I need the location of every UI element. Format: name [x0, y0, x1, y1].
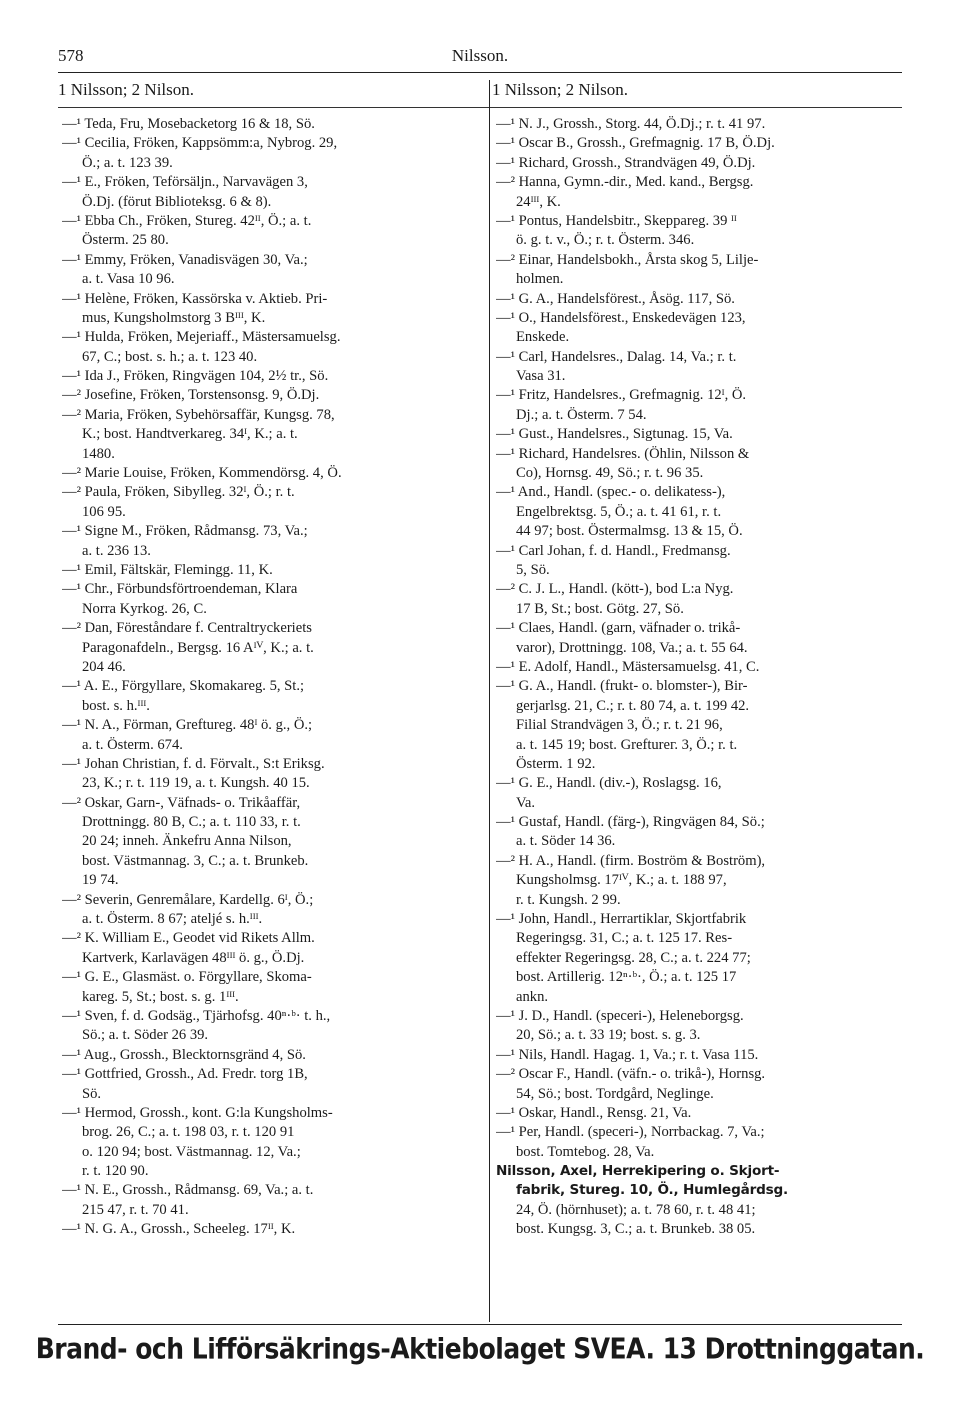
entry-line: 24, Ö. (hörnhuset); a. t. 78 60, r. t. 48 41;: [516, 1201, 756, 1218]
entry-line: ankn.: [516, 988, 549, 1005]
entry-line: varor), Drottningg. 108, Va.; a. t. 55 64.: [516, 639, 748, 656]
entry-line: Sö.: [82, 1085, 102, 1102]
column-divider: [489, 80, 490, 1322]
entry-line: —¹ Fritz, Handelsres., Grefmagnig. 12ᴵ, Ö.: [496, 387, 747, 404]
entry-line: —¹ N. J., Grossh., Storg. 44, Ö.Dj.; r. t. 41 97.: [496, 116, 766, 132]
entry-line: —¹ E. Adolf, Handl., Mästersamuelsg. 41, C.: [496, 658, 760, 675]
entry-line: —² C. J. L., Handl. (kött-), bod L:a Nyg.: [496, 581, 734, 598]
entry-line: Enskede.: [516, 329, 570, 346]
entry-line: —² Josefine, Fröken, Torstensonsg. 9, Ö.Dj.: [62, 387, 320, 404]
entry-line: Regeringsg. 31, C.; a. t. 125 17. Res-: [516, 930, 733, 947]
entry-line: a. t. Österm. 674.: [82, 736, 183, 753]
entry-line: 23, K.; r. t. 119 19, a. t. Kungsh. 40 15.: [82, 775, 310, 792]
entry-line: —¹ John, Handl., Herrartiklar, Skjortfabrik: [496, 911, 747, 928]
entry-line: ö. g. t. v., Ö.; r. t. Österm. 346.: [516, 232, 695, 249]
entry-line: —¹ Emil, Fältskär, Flemingg. 11, K.: [62, 561, 273, 578]
entry-line: 67, C.; bost. s. h.; a. t. 123 40.: [82, 348, 258, 365]
left-column: [62, 115, 486, 1240]
entry-line: —² K. William E., Geodet vid Rikets Allm.: [62, 930, 315, 947]
entry-line: Va.: [516, 794, 536, 811]
entry-line: —¹ Oskar, Handl., Rensg. 21, Va.: [496, 1104, 692, 1121]
entry-line: —¹ Oscar B., Grossh., Grefmagnig. 17 B, Ö.Dj.: [496, 135, 775, 152]
entry-line: —¹ Sven, f. d. Godsäg., Tjärhofsg. 40ⁿ·ᵇ· t. h.,: [62, 1007, 331, 1024]
entry-line: —¹ Gottfried, Grossh., Ad. Fredr. torg 1B,: [62, 1066, 308, 1083]
entry-line: —² Einar, Handelsbokh., Årsta skog 5, Lilje-: [496, 251, 759, 268]
entry-line: —¹ Cecilia, Fröken, Kappsömm:a, Nybrog. 29,: [62, 135, 338, 152]
entry-line: —¹ A. E., Förgyllare, Skomakareg. 5, St.;: [62, 678, 305, 695]
entry-line: 215 47, r. t. 70 41.: [82, 1201, 189, 1218]
entry-line: 17 B, St.; bost. Götg. 27, Sö.: [516, 600, 684, 617]
entry-line: Österm. 25 80.: [82, 232, 169, 249]
entry-line: K.; bost. Handtverkareg. 34ᴵ, K.; a. t.: [82, 426, 298, 443]
entry-line: —¹ Carl Johan, f. d. Handl., Fredmansg.: [496, 542, 731, 559]
entry-line: —² Paula, Fröken, Sibylleg. 32ᴵ, Ö.; r. t.: [62, 484, 295, 501]
entry-line: —¹ N. E., Grossh., Rådmansg. 69, Va.; a. t.: [62, 1182, 314, 1199]
entry-line: —² Severin, Genremålare, Kardellg. 6ᴵ, Ö.;: [62, 891, 314, 908]
entry-line: brog. 26, C.; a. t. 198 03, r. t. 120 91: [82, 1124, 295, 1141]
top-rule: [58, 72, 902, 73]
entry-line: —² Maria, Fröken, Sybehörsaffär, Kungsg. 78,: [62, 406, 335, 423]
entry-line: —¹ Ida J., Fröken, Ringvägen 104, 2½ tr., Sö.: [62, 368, 329, 385]
entry-line: bost. Artillerig. 12ⁿ·ᵇ·, Ö.; a. t. 125 17: [516, 969, 737, 986]
entry-line: —¹ G. E., Handl. (div.-), Roslagsg. 16,: [496, 775, 722, 792]
entry-line: —¹ Aug., Grossh., Blecktornsgränd 4, Sö.: [62, 1046, 306, 1063]
entry-line: —¹ Richard, Handelsres. (Öhlin, Nilsson &: [496, 445, 750, 462]
entry-line: —¹ N. G. A., Grossh., Scheeleg. 17ᴵᴵ, K.: [62, 1221, 296, 1238]
entry-line: mus, Kungsholmstorg 3 Bᴵᴵᴵ, K.: [82, 309, 266, 326]
entry-line: Dj.; a. t. Österm. 7 54.: [516, 406, 647, 423]
entry-line: —¹ Carl, Handelsres., Dalag. 14, Va.; r. t.: [496, 348, 737, 365]
entry-line: —¹ Helène, Fröken, Kassörska v. Aktieb. Pri-: [62, 290, 328, 307]
entry-line: Kartverk, Karlavägen 48ᴵᴵᴵ ö. g., Ö.Dj.: [82, 949, 305, 966]
entry-line: —¹ E., Fröken, Teförsäljn., Narvavägen 3,: [62, 174, 308, 191]
entry-line: —¹ Signe M., Fröken, Rådmansg. 73, Va.;: [62, 523, 308, 540]
entry-line: Filial Strandvägen 3, Ö.; r. t. 21 96,: [516, 717, 723, 734]
entry-line: —² H. A., Handl. (firm. Boström & Boström),: [496, 852, 766, 869]
entry-line: a. t. 145 19; bost. Grefturег. 3, Ö.; r. t.: [516, 736, 738, 753]
entry-line: 44 97; bost. Östermalmsg. 13 & 15, Ö.: [516, 523, 743, 540]
entry-line: —² Marie Louise, Fröken, Kommendörsg. 4, Ö.: [62, 465, 342, 482]
entry-line: 20 24; inneh. Änkefru Anna Nilson,: [82, 833, 292, 850]
entry-line: Vasa 31.: [516, 368, 566, 385]
entry-line: Ö.; a. t. 123 39.: [82, 154, 173, 171]
entry-line: —¹ G. E., Glasmäst. o. Förgyllare, Skoma-: [62, 969, 312, 986]
entry-line: bost. Kungsg. 3, C.; a. t. Brunkeb. 38 05.: [516, 1221, 756, 1238]
left-column-head: 1 Nilsson; 2 Nilson.: [58, 80, 195, 99]
entry-line: —¹ J. D., Handl. (speceri-), Heleneborgsg.: [496, 1007, 744, 1024]
entry-line: —¹ And., Handl. (spec.- o. delikatess-),: [496, 484, 726, 501]
entry-line: —¹ Johan Christian, f. d. Förvalt., S:t Eriksg.: [62, 755, 325, 772]
entry-line: 1480.: [82, 445, 115, 462]
entry-line: bost. s. h.ᴵᴵᴵ.: [82, 697, 150, 714]
column-heads: [58, 80, 902, 106]
entry-line: —² Oscar F., Handl. (väfn.- o. trikå-), Hornsg.: [496, 1066, 766, 1083]
bottom-rule: [58, 1324, 902, 1325]
entry-line: —¹ Nils, Handl. Hagag. 1, Va.; r. t. Vasa 115.: [496, 1046, 759, 1063]
entry-line: —² Dan, Föreståndare f. Centraltryckeriets: [62, 620, 312, 637]
entry-line: —¹ Ebba Ch., Fröken, Stureg. 42ᴵᴵ, Ö.; a. t.: [62, 212, 312, 229]
entry-line: r. t. Kungsh. 2 99.: [516, 891, 621, 908]
right-column: [496, 115, 906, 1240]
entry-line: —¹ O., Handelsförest., Enskedevägen 123,: [496, 309, 746, 326]
entry-line: 24ᴵᴵᴵ, K.: [516, 193, 561, 210]
entry-line: —¹ Claes, Handl. (garn, väfnader o. trikå-: [496, 620, 741, 637]
entry-line: r. t. 120 90.: [82, 1163, 149, 1180]
entry-line: —¹ Chr., Förbundsförtroendeman, Klara: [62, 581, 298, 598]
entry-line: —² Oskar, Garn-, Väfnads- o. Trikåaffär,: [62, 794, 301, 811]
entry-line: Sö.; a. t. Söder 26 39.: [82, 1027, 209, 1044]
entry-line: 19 74.: [82, 872, 119, 889]
entry-line: kareg. 5, St.; bost. s. g. 1ᴵᴵᴵ.: [82, 988, 239, 1005]
entry-line: 106 95.: [82, 503, 126, 520]
entry-line: Drottningg. 80 B, C.; a. t. 110 33, r. t.: [82, 814, 301, 831]
head-rule: [58, 107, 902, 108]
running-head: Nilsson.: [451, 46, 509, 65]
entry-line: —¹ Hermod, Grossh., kont. G:la Kungsholms-: [62, 1104, 333, 1121]
entry-line: —¹ N. A., Förman, Greftureg. 48ᴵ ö. g., Ö.;: [62, 717, 313, 734]
entry-line: —² Hanna, Gymn.-dir., Med. kand., Bergsg.: [496, 174, 754, 191]
entry-line: bost. Västmannag. 3, C.; a. t. Brunkeb.: [82, 852, 309, 869]
entry-line: —¹ Gust., Handelsres., Sigtunag. 15, Va.: [496, 426, 733, 443]
entry-line: Ö.Dj. (förut Biblioteksg. 6 & 8).: [82, 193, 272, 210]
entry-line: —¹ G. A., Handl. (frukt- o. blomster-), Bir-: [496, 678, 748, 695]
entry-line: fabrik, Stureg. 10, Ö., Humlegårdsg.: [516, 1182, 788, 1199]
entry-line: Kungsholmsg. 17ᴵⱽ, K.; a. t. 188 97,: [516, 872, 727, 889]
entry-line: Norra Kyrkog. 26, C.: [82, 600, 207, 617]
page-number: 578: [58, 46, 84, 65]
footer-advertisement: Brand- och Lifförsäkrings-Aktiebolaget SVEA. 13 Drottninggatan.: [35, 1331, 925, 1366]
entry-line: —¹ G. A., Handelsförest., Åsög. 117, Sö.: [496, 290, 735, 307]
entry-line: —¹ Teda, Fru, Mosebacketorg 16 & 18, Sö.: [62, 116, 315, 132]
entry-line: 20, Sö.; a. t. 33 19; bost. s. g. 3.: [516, 1027, 701, 1044]
entry-line: gerjarlsg. 21, C.; r. t. 80 74, a. t. 199 42.: [516, 697, 750, 714]
entry-line: —¹ Gustaf, Handl. (färg-), Ringvägen 84, Sö.;: [496, 814, 765, 831]
entry-line: Engelbrektsg. 5, Ö.; a. t. 41 61, r. t.: [516, 503, 722, 520]
entry-line: 54, Sö.; bost. Tordgård, Neglinge.: [516, 1085, 714, 1102]
entry-line: Österm. 1 92.: [516, 755, 596, 772]
entry-line: —¹ Pontus, Handelsbitr., Skeppareg. 39 ᴵᴵ: [496, 212, 737, 229]
entry-line: —¹ Hulda, Fröken, Mejeriaff., Mästersamuelsg.: [62, 329, 341, 346]
entry-line: a. t. 236 13.: [82, 542, 151, 559]
right-column-head: 1 Nilsson; 2 Nilson.: [492, 80, 629, 99]
entry-line: —¹ Per, Handl. (speceri-), Norrbackag. 7, Va.;: [496, 1124, 765, 1141]
entry-line: Paragonafdeln., Bergsg. 16 Aᴵⱽ, K.; a. t.: [82, 639, 314, 656]
entry-line: bost. Tomtebog. 28, Va.: [516, 1143, 655, 1160]
entry-line: Nilsson, Axel, Herrekipering o. Skjort-: [496, 1163, 780, 1180]
entry-line: —¹ Emmy, Fröken, Vanadisvägen 30, Va.;: [62, 251, 308, 268]
entry-line: effekter Regeringsg. 28, C.; a. t. 224 77;: [516, 949, 751, 966]
entry-line: o. 120 94; bost. Västmannag. 12, Va.;: [82, 1143, 301, 1160]
entry-line: Co), Hornsg. 49, Sö.; r. t. 96 35.: [516, 465, 704, 482]
entry-line: 204 46.: [82, 658, 126, 675]
entry-line: 5, Sö.: [516, 561, 550, 578]
entry-line: holmen.: [516, 271, 564, 288]
entry-line: a. t. Söder 14 36.: [516, 833, 616, 850]
entry-line: —¹ Richard, Grossh., Strandvägen 49, Ö.Dj.: [496, 154, 756, 171]
entry-line: a. t. Vasa 10 96.: [82, 271, 175, 288]
entry-line: a. t. Österm. 8 67; ateljé s. h.ᴵᴵᴵ.: [82, 911, 263, 928]
